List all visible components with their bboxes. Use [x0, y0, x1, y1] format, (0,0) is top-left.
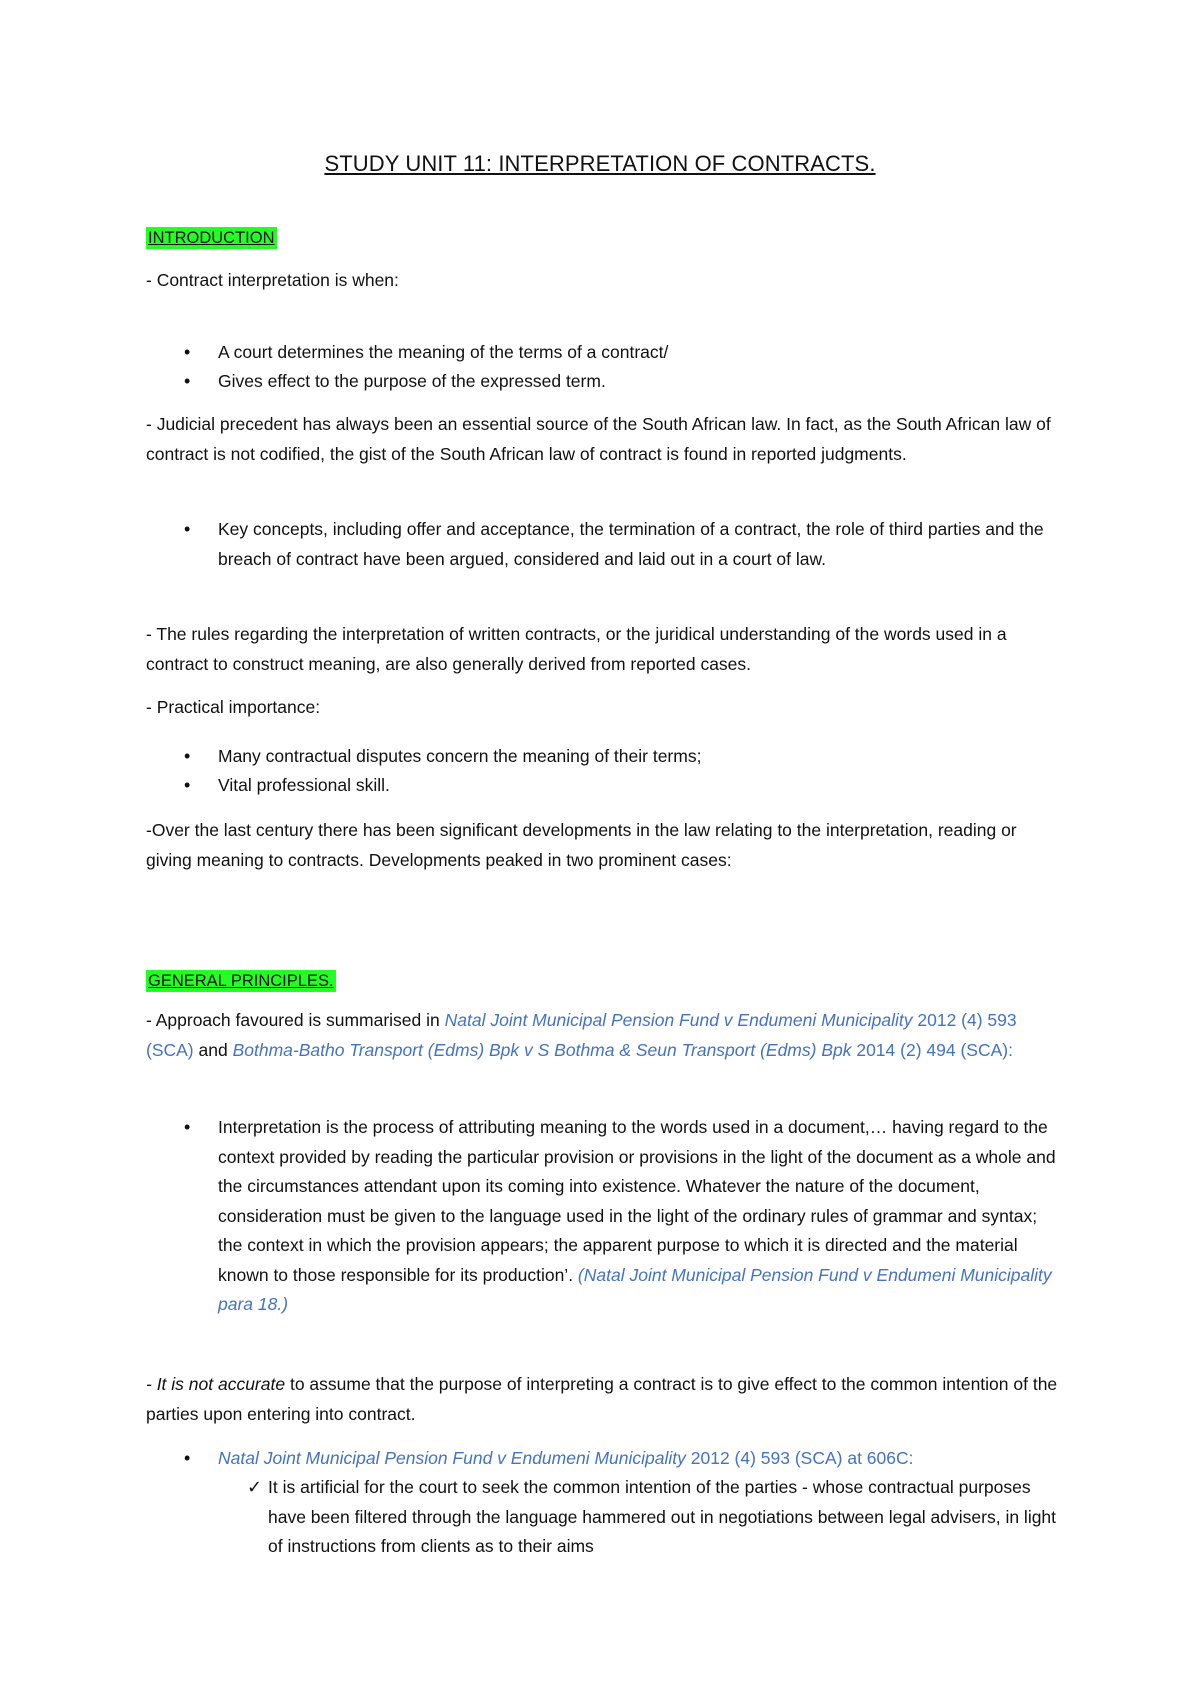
checkmark-icon: ✓	[247, 1477, 263, 1497]
bullet-item: Vital professional skill.	[218, 775, 390, 795]
case-name: Natal Joint Municipal Pension Fund v Endumeni Municipality	[218, 1448, 686, 1468]
paragraph: - Practical importance:	[146, 697, 321, 717]
text: Interpretation is the process of attributing meaning to the words used in a document,… having regard to the context provided by reading the particular provision or provisions in the light of the document as a whole and the circumstances attendant upon its coming into existence. Whatever the nature of the document, consideration must be given to the language used in the light of the ordinary rules of grammar and syntax; the context in which the provision appears; the apparent purpose to which it is directed and the material known to those responsible for its production’.	[218, 1117, 1056, 1285]
case-name: Bothma-Batho Transport (Edms) Bpk v S Bothma & Seun Transport (Edms) Bpk	[232, 1039, 852, 1060]
page-title: STUDY UNIT 11: INTERPRETATION OF CONTRACTS.	[324, 151, 876, 176]
case-citation: 2012 (4) 593 (SCA)	[146, 1010, 1017, 1060]
emphasis-text: - It is not accurate	[146, 1374, 286, 1394]
paragraph-approach	[146, 1006, 1066, 1065]
case-reference: (Natal Joint Municipal Pension Fund v Endumeni Municipality para 18.)	[218, 1264, 1052, 1314]
bullet-icon: •	[184, 342, 191, 362]
paragraph: - The rules regarding the interpretation of written contracts, or the juridical understanding of the words used in a contract to construct meaning, are also generally derived from reported cases.	[146, 624, 1007, 674]
bullet-item	[218, 1444, 1063, 1474]
case-citation: 2012 (4) 593 (SCA) at 606C:	[685, 1448, 914, 1468]
paragraph: -Over the last century there has been significant developments in the law relating to the interpretation, reading or giving meaning to contracts. Developments peaked in two prominent cases:	[146, 820, 1017, 870]
paragraph	[146, 1370, 1066, 1429]
sub-bullet-item: It is artificial for the court to seek the common intention of the parties - whose contractual purposes have been filtered through the language hammered out in negotiations between legal advisers, in light of instructions from clients as to their aims	[268, 1477, 1057, 1556]
bullet-icon: •	[184, 1448, 191, 1468]
bullet-icon: •	[184, 371, 191, 391]
bullet-icon: •	[184, 1117, 191, 1137]
section-heading-introduction: INTRODUCTION	[148, 229, 275, 247]
bullet-item: A court determines the meaning of the terms of a contract/	[218, 342, 669, 362]
text: and	[193, 1039, 233, 1060]
text: - Approach favoured is summarised in	[146, 1010, 445, 1030]
case-citation: 2014 (2) 494 (SCA):	[851, 1039, 1013, 1060]
paragraph: - Judicial precedent has always been an essential source of the South African law. In fact, as the South African law of contract is not codified, the gist of the South African law of contract is found in reported judgments.	[146, 414, 1051, 464]
bullet-icon: •	[184, 775, 191, 795]
bullet-icon: •	[184, 519, 191, 539]
bullet-item: Many contractual disputes concern the meaning of their terms;	[218, 746, 702, 766]
bullet-icon: •	[184, 746, 191, 766]
case-name: Natal Joint Municipal Pension Fund v Endumeni Municipality	[444, 1010, 913, 1030]
bullet-item: Key concepts, including offer and acceptance, the termination of a contract, the role of third parties and the breach of contract have been argued, considered and laid out in a court of law.	[218, 519, 1044, 569]
bullet-item-quote	[218, 1113, 1063, 1320]
bullet-item: Gives effect to the purpose of the expressed term.	[218, 371, 606, 391]
paragraph: - Contract interpretation is when:	[146, 270, 399, 290]
section-heading-general-principles: GENERAL PRINCIPLES.	[148, 972, 334, 990]
text: to assume that the purpose of interpreting a contract is to give effect to the common intention of the parties upon entering into contract.	[146, 1374, 1058, 1424]
